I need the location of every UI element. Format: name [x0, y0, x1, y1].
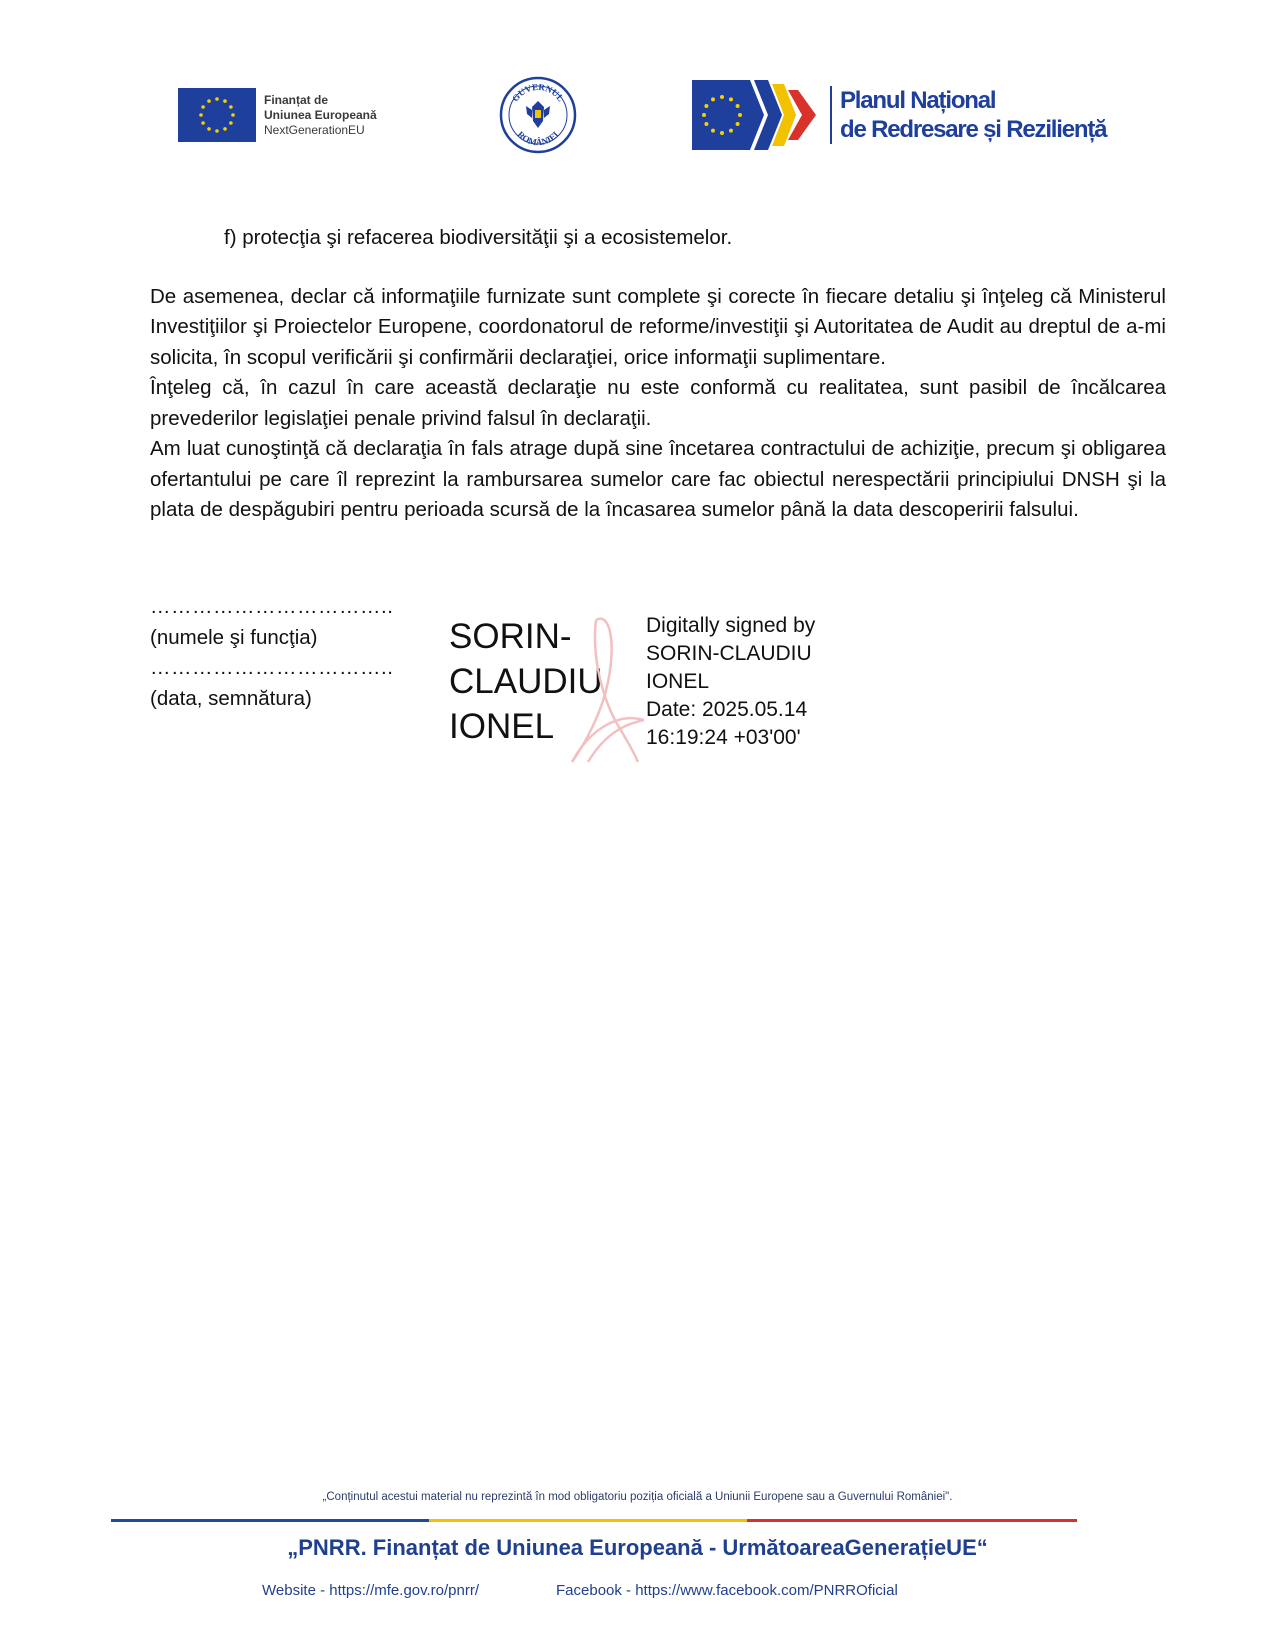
signer-line-3: IONEL: [449, 707, 555, 746]
eu-star-icon: [711, 129, 715, 133]
eu-star-icon: [223, 99, 227, 103]
eu-star-icon: [231, 113, 235, 117]
footer-facebook-link[interactable]: Facebook - https://www.facebook.com/PNRROficial: [556, 1582, 898, 1599]
eu-star-icon: [229, 121, 233, 125]
digital-signature-details: [646, 612, 815, 752]
name-dotted-line: ……………………………..: [150, 595, 394, 618]
eu-star-icon: [215, 97, 219, 101]
sig-info-line-1: Digitally signed by: [646, 614, 816, 637]
declaration-body: [150, 223, 1166, 526]
government-seal-icon: [499, 76, 577, 154]
svg-text:ROMÂNIEI: ROMÂNIEI: [515, 129, 561, 148]
eu-flag-icon: [178, 88, 256, 142]
sig-info-time: 16:19:24 +03'00': [646, 726, 801, 749]
signer-line-1: SORIN-: [449, 617, 572, 656]
pnrr-logo: [692, 80, 1106, 150]
eu-star-icon: [201, 121, 205, 125]
eu-logo-line3: NextGenerationEU: [264, 122, 365, 137]
eu-logo-text: [264, 93, 377, 138]
eu-logo-line1: Finanțat de: [264, 92, 329, 107]
eu-star-icon: [704, 104, 708, 108]
pnrr-logo-line2: de Redresare și Reziliență: [840, 116, 1107, 143]
eu-star-icon: [729, 97, 733, 101]
eu-star-icon: [720, 131, 724, 135]
eu-funding-logo: [178, 88, 377, 142]
eu-star-icon: [729, 129, 733, 133]
name-function-caption: (numele şi funcţia): [150, 625, 318, 649]
eu-star-icon: [738, 113, 742, 117]
page-header: [0, 0, 1275, 190]
eu-star-icon: [720, 95, 724, 99]
eu-star-icon: [207, 99, 211, 103]
date-dotted-line: ……………………………..: [150, 656, 394, 679]
sig-info-line-3: IONEL: [646, 670, 710, 693]
eu-star-icon: [229, 105, 233, 109]
eu-star-icon: [199, 113, 203, 117]
eu-logo-line2: Uniunea Europeană: [264, 107, 377, 122]
list-item-f: f) protecţia şi refacerea biodiversităţii şi a ecosistemelor.: [224, 226, 733, 249]
footer-rule-red: [747, 1519, 1077, 1522]
adobe-signature-watermark-icon: [566, 612, 646, 772]
sig-info-date: Date: 2025.05.14: [646, 698, 808, 721]
eu-star-icon: [215, 129, 219, 133]
eu-star-icon: [736, 104, 740, 108]
eu-star-icon: [702, 113, 706, 117]
eu-star-icon: [711, 97, 715, 101]
eu-star-icon: [207, 127, 211, 131]
footer-rule-yellow: [429, 1519, 747, 1522]
signer-line-2: CLAUDIU: [449, 662, 603, 701]
paragraph-liability: Înţeleg că, în cazul în care această declaraţie nu este conformă cu realitatea, sunt pasibil de încălcarea prevederilor legislaţiei penale privind falsul în declaraţii.: [150, 376, 1166, 430]
date-signature-caption: (data, semnătura): [150, 686, 312, 710]
eu-star-icon: [223, 127, 227, 131]
footer-tagline: „PNRR. Finanțat de Uniunea Europeană - UrmătoareaGenerațieUE“: [287, 1535, 988, 1560]
footer-rule-blue: [111, 1519, 429, 1522]
paragraph-information: De asemenea, declar că informaţiile furnizate sunt complete şi corecte în fiecare detaliu şi înţeleg că Ministerul Investiţiilor şi Proiectelor Europene, coordonatorul de reforme/investiţii şi Autoritatea de Audit au dreptul de a-mi solicita, în scopul verificării şi confirmării declaraţiei, orice informaţii suplimentare.: [150, 284, 1166, 369]
pnrr-logo-text: [830, 86, 1106, 144]
pnrr-logo-line1: Planul Național: [840, 87, 996, 114]
eu-star-icon: [736, 122, 740, 126]
footer-disclaimer: „Conținutul acestui material nu reprezintă în mod obligatoriu poziția oficială a Uniunii Europene sau a Guvernului României".: [322, 1491, 953, 1503]
footer-website-link[interactable]: Website - https://mfe.gov.ro/pnrr/: [262, 1582, 480, 1599]
pnrr-arrow-icon: [692, 80, 818, 150]
svg-text:GUVERNUL: GUVERNUL: [510, 81, 567, 104]
eu-star-icon: [704, 122, 708, 126]
signature-fields: [150, 592, 393, 714]
eu-star-icon: [201, 105, 205, 109]
sig-info-line-2: SORIN-CLAUDIU: [646, 642, 812, 665]
paragraph-consequences: Am luat cunoştinţă că declaraţia în fals atrage după sine încetarea contractului de achiziţie, precum şi obligarea ofertantului pe care îl reprezint la rambursarea sumelor care fac obiectul nerespectării principiului DNSH şi la plata de despăgubiri pentru perioada scursă de la încasarea sumelor până la data descoperirii falsului.: [150, 437, 1166, 521]
